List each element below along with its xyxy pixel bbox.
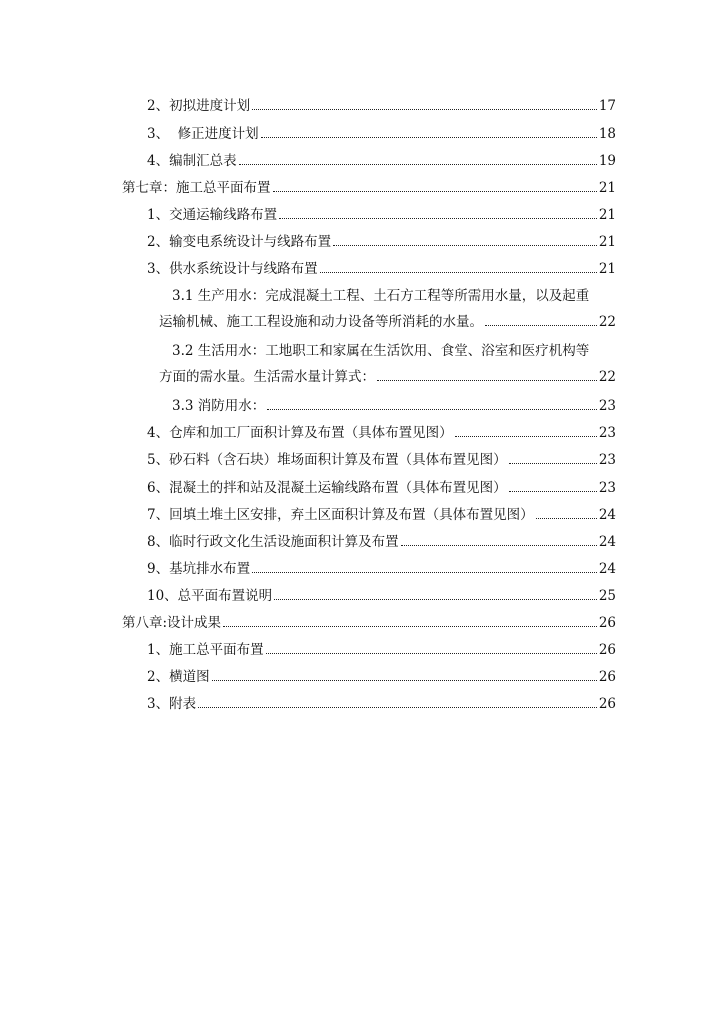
dot-leader: [198, 707, 597, 708]
toc-page-number: 26: [598, 615, 616, 631]
toc-entry-title: 8、临时行政文化生活设施面积计算及布置: [147, 534, 399, 550]
toc-entry-title: 2、输变电系统设计与线路布置: [147, 234, 332, 250]
toc-page-number: 21: [598, 180, 616, 196]
dot-leader: [261, 137, 597, 138]
toc-page-number: 21: [598, 207, 616, 223]
toc-page-number: 22: [598, 314, 616, 330]
dot-leader: [509, 463, 597, 464]
toc-page-number: 18: [598, 126, 616, 142]
dot-leader: [485, 325, 597, 326]
toc-entry-title: 3、供水系统设计与线路布置: [147, 261, 318, 277]
toc-page-number: 24: [598, 507, 616, 523]
dot-leader: [333, 245, 597, 246]
toc-entry-title: 3.3 消防用水：: [172, 398, 266, 414]
toc-page-number: 23: [598, 452, 616, 468]
toc-entry: [147, 638, 616, 658]
dot-leader: [509, 491, 597, 492]
dot-leader: [536, 518, 597, 519]
toc-page-number: 26: [598, 642, 616, 658]
toc-page-number: 25: [598, 588, 616, 604]
toc-entry: [147, 557, 616, 577]
toc-page-number: 24: [598, 534, 616, 550]
toc-entry-title-line1: 3.1 生产用水：完成混凝土工程、土石方工程等所需用水量，以及起重: [172, 288, 590, 304]
dot-leader: [455, 436, 597, 437]
toc-entry: [147, 421, 616, 441]
toc-entry-title: 2、初拟进度计划: [147, 98, 251, 114]
toc-entry-title: 第八章:设计成果: [122, 615, 222, 631]
toc-entry-title: 1、交通运输线路布置: [147, 207, 278, 223]
toc-entry: [172, 394, 616, 414]
dot-leader: [279, 218, 597, 219]
dot-leader: [266, 653, 597, 654]
toc-entry: [147, 448, 616, 468]
toc-entry: [147, 584, 616, 604]
toc-entry-title: 4、仓库和加工厂面积计算及布置（具体布置见图）: [147, 425, 453, 441]
toc-chapter-entry: [122, 176, 616, 196]
dot-leader: [212, 680, 597, 681]
toc-entry: [147, 203, 616, 223]
toc-page-number: 26: [598, 669, 616, 685]
toc-chapter-entry: [122, 611, 616, 631]
toc-entry-title: 1、施工总平面布置: [147, 642, 264, 658]
toc-entry: [147, 257, 616, 277]
toc-entry: [147, 94, 616, 114]
toc-entry-title-line1: 3.2 生活用水：工地职工和家属在生活饮用、食堂、浴室和医疗机构等: [172, 343, 590, 359]
toc-page-number: 23: [598, 425, 616, 441]
toc-entry: [159, 365, 616, 385]
toc-page-number: 19: [598, 153, 616, 169]
toc-page-number: 23: [598, 398, 616, 414]
toc-entry: [147, 122, 616, 142]
toc-entry-title: 6、混凝土的拌和站及混凝土运输线路布置（具体布置见图）: [147, 480, 507, 496]
dot-leader: [377, 380, 597, 381]
toc-entry: [147, 476, 616, 496]
toc-entry: [147, 530, 616, 550]
dot-leader: [252, 109, 597, 110]
dot-leader: [239, 164, 597, 165]
toc-entry: [147, 230, 616, 250]
toc-page-number: 17: [598, 98, 616, 114]
toc-entry-title: 7、回填土堆土区安排，弃土区面积计算及布置（具体布置见图）: [147, 507, 534, 523]
toc-page-number: 21: [598, 234, 616, 250]
toc-entry-title: 方面的需水量。生活需水量计算式：: [159, 369, 375, 385]
toc-entry: [159, 310, 616, 330]
toc-entry: [147, 503, 616, 523]
dot-leader: [401, 545, 597, 546]
toc-page-number: 26: [598, 696, 616, 712]
toc-page-number: 21: [598, 261, 616, 277]
toc-entry-title: 3、附表: [147, 696, 197, 712]
dot-leader: [320, 272, 597, 273]
toc-entry-title: 10、总平面布置说明: [147, 588, 273, 604]
toc-entry: [147, 665, 616, 685]
toc-page-number: 23: [598, 480, 616, 496]
toc-entry: [147, 149, 616, 169]
toc-entry-title: 5、砂石料（含石块）堆场面积计算及布置（具体布置见图）: [147, 452, 507, 468]
dot-leader: [252, 572, 597, 573]
toc-page-number: 22: [598, 369, 616, 385]
dot-leader: [267, 409, 597, 410]
dot-leader: [223, 626, 597, 627]
dot-leader: [274, 599, 597, 600]
toc-entry-title: 9、基坑排水布置: [147, 561, 251, 577]
toc-page-number: 24: [598, 561, 616, 577]
toc-entry-title: 第七章：施工总平面布置: [122, 180, 271, 196]
toc-entry-title: 3、 修正进度计划: [147, 126, 259, 142]
dot-leader: [273, 191, 597, 192]
toc-entry-title: 4、编制汇总表: [147, 153, 237, 169]
toc-entry-title: 运输机械、施工工程设施和动力设备等所消耗的水量。: [159, 314, 483, 330]
toc-entry: [147, 692, 616, 712]
toc-entry-title: 2、横道图: [147, 669, 210, 685]
